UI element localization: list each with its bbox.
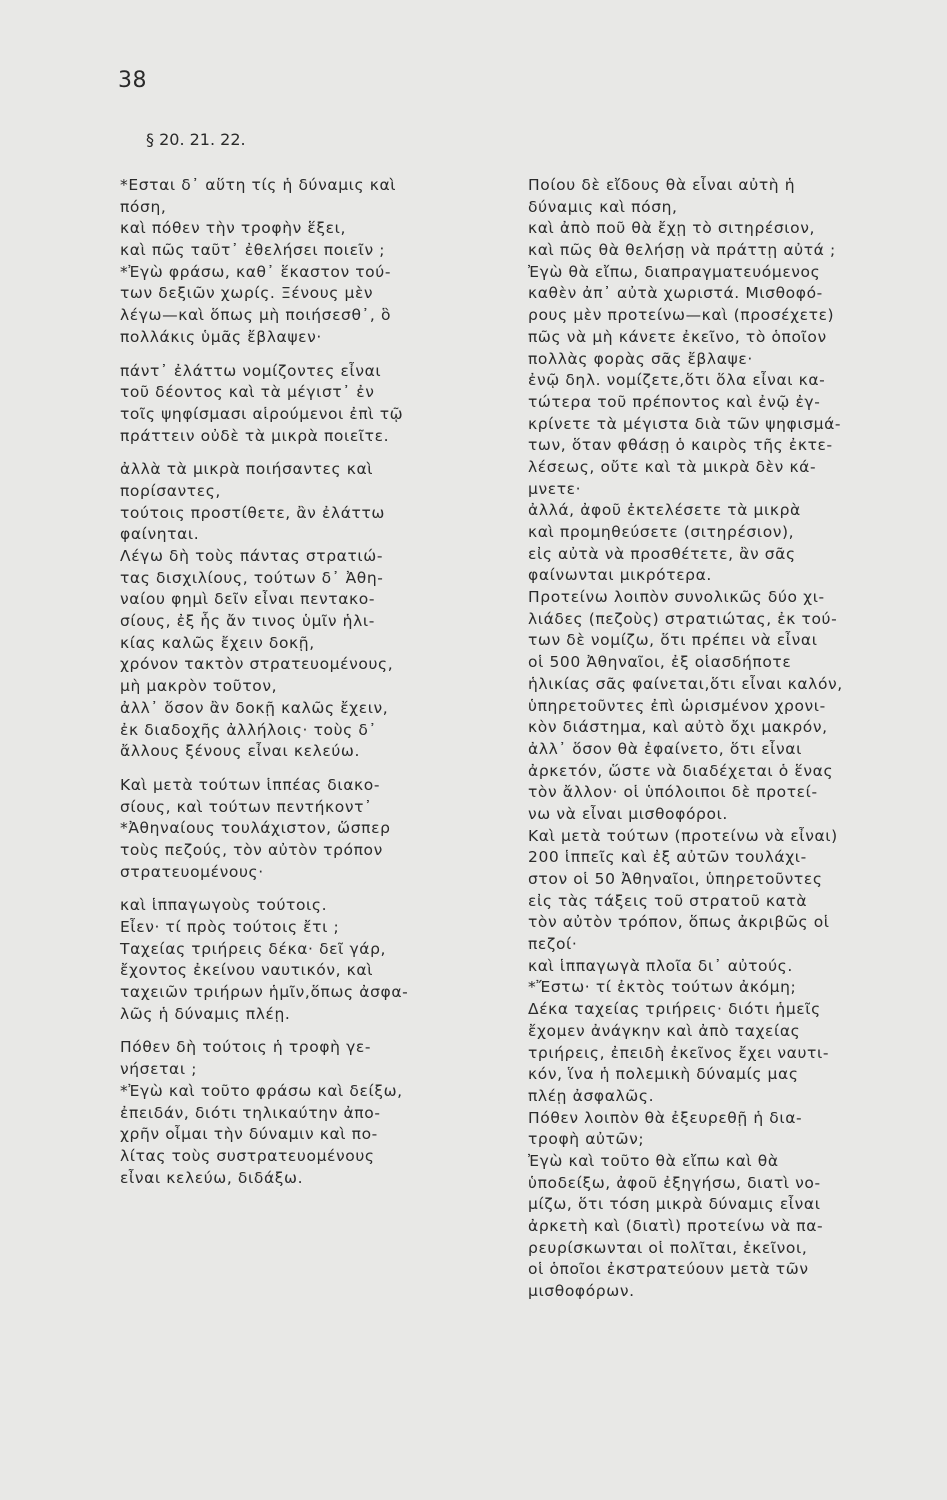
translation-line: ἐνῷ δηλ. νομίζετε,ὅτι ὅλα εἶναι κα- bbox=[528, 371, 826, 390]
translation-line: δύναμις καὶ πόση, bbox=[528, 197, 678, 216]
greek-text-line: *Ἀθηναίους τουλάχιστον, ὥσπερ bbox=[120, 819, 391, 838]
greek-text-column bbox=[120, 175, 490, 1201]
translation-line: ὑποδείξω, ἀφοῦ ἐξηγήσω, διατὶ νο- bbox=[528, 1173, 821, 1192]
translation-paragraph bbox=[528, 175, 936, 1303]
translation-line: τὸν αὐτὸν τρόπον, ὅπως ἀκριβῶς οἱ bbox=[528, 913, 830, 932]
translation-line: εἰς τὰς τάξεις τοῦ στρατοῦ κατὰ bbox=[528, 891, 808, 910]
greek-text-line: πάντ᾽ ἐλάττω νομίζοντες εἶναι bbox=[120, 361, 382, 380]
translation-line: των, ὅταν φθάσῃ ὁ καιρὸς τῆς ἐκτε- bbox=[528, 436, 833, 455]
translation-line: κὸν διάστημα, καὶ αὐτὸ ὄχι μακρόν, bbox=[528, 718, 828, 737]
translation-line: *Ἔστω· τί ἐκτὸς τούτων ἀκόμη; bbox=[528, 978, 797, 997]
translation-line: Καὶ μετὰ τούτων (προτείνω νὰ εἶναι) bbox=[528, 826, 838, 845]
translation-line: τριήρεις, ἐπειδὴ ἐκεῖνος ἔχει ναυτι- bbox=[528, 1043, 830, 1062]
translation-line: ἀλλ᾽ ὅσον θὰ ἐφαίνετο, ὅτι εἶναι bbox=[528, 739, 802, 758]
translation-line: καθὲν ἀπ᾽ αὐτὰ χωριστά. Μισθοφό- bbox=[528, 284, 823, 303]
translation-line: καὶ ἀπὸ ποῦ θὰ ἔχῃ τὸ σιτηρέσιον, bbox=[528, 219, 816, 238]
greek-text-line: *Ἐγὼ φράσω, καθ᾽ ἕκαστον τού- bbox=[120, 262, 392, 281]
section-reference: § 20. 21. 22. bbox=[146, 130, 246, 149]
greek-text-line: τοὺς πεζούς, τὸν αὐτὸν τρόπον bbox=[120, 840, 383, 859]
translation-line: Δέκα ταχείας τριήρεις· διότι ἡμεῖς bbox=[528, 1000, 821, 1019]
greek-text-line: Καὶ μετὰ τούτων ἱππέας διακο- bbox=[120, 775, 381, 794]
greek-text-line: ἀλλὰ τὰ μικρὰ ποιήσαντες καὶ bbox=[120, 460, 374, 479]
greek-text-line: πορίσαντες, bbox=[120, 481, 221, 500]
translation-line: Ποίου δὲ εἴδους θὰ εἶναι αὐτὴ ἡ bbox=[528, 176, 796, 194]
translation-line: πλέῃ ἀσφαλῶς. bbox=[528, 1086, 655, 1105]
translation-line: ρους μὲν προτείνω—καὶ (προσέχετε) bbox=[528, 306, 835, 325]
greek-text-line: ναίου φημὶ δεῖν εἶναι πεντακο- bbox=[120, 590, 376, 609]
greek-text-line: τας δισχιλίους, τούτων δ᾽ Ἀθη- bbox=[120, 568, 384, 587]
greek-text-line: καὶ πῶς ταῦτ᾽ ἐθελήσει ποιεῖν ; bbox=[120, 241, 386, 260]
translation-line: τροφὴ αὐτῶν; bbox=[528, 1130, 645, 1149]
translation-line: εἰς αὐτὰ νὰ προσθέτετε, ἂν σᾶς bbox=[528, 544, 796, 563]
translation-line: ὑπηρετοῦντες ἐπὶ ὡρισμένον χρονι- bbox=[528, 696, 826, 715]
greek-text-paragraph bbox=[120, 775, 490, 883]
greek-text-line: Λέγω δὴ τοὺς πάντας στρατιώ- bbox=[120, 547, 384, 565]
greek-text-line: ἄλλους ξένους εἶναι κελεύω. bbox=[120, 742, 361, 761]
translation-line: τώτερα τοῦ πρέποντος καὶ ἐνῷ ἐγ- bbox=[528, 392, 821, 411]
greek-text-line: χρόνον τακτὸν στρατευομένους, bbox=[120, 655, 394, 674]
translation-line: καὶ προμηθεύσετε (σιτηρέσιον), bbox=[528, 523, 795, 541]
greek-text-line: καὶ πόθεν τὴν τροφὴν ἕξει, bbox=[120, 219, 346, 238]
translation-line: κόν, ἵνα ἡ πολεμικὴ δύναμίς μας bbox=[528, 1065, 799, 1084]
greek-text-line: μὴ μακρὸν τοῦτον, bbox=[120, 677, 278, 696]
greek-text-line: χρῆν οἶμαι τὴν δύναμιν καὶ πο- bbox=[120, 1125, 378, 1144]
translation-line: στον οἱ 50 Ἀθηναῖοι, ὑπηρετοῦντες bbox=[528, 870, 823, 888]
greek-text-paragraph bbox=[120, 361, 490, 448]
greek-text-line: κίας καλῶς ἔχειν δοκῇ, bbox=[120, 633, 315, 652]
translation-line: μίζω, ὅτι τόση μικρὰ δύναμις εἶναι bbox=[528, 1195, 821, 1214]
translation-line: καὶ πῶς θὰ θελήσῃ νὰ πράττῃ αὐτά ; bbox=[528, 241, 836, 260]
translation-line: Πόθεν λοιπὸν θὰ ἐξευρεθῇ ἡ δια- bbox=[528, 1108, 803, 1127]
greek-text-line: λῶς ἡ δύναμις πλέῃ. bbox=[120, 1004, 291, 1023]
greek-text-line: τοῦ δέοντος καὶ τὰ μέγιστ᾽ ἐν bbox=[120, 383, 375, 402]
greek-text-line: τούτοις προστίθετε, ἂν ἐλάττω bbox=[120, 503, 385, 522]
translation-line: ἀλλά, ἀφοῦ ἐκτελέσετε τὰ μικρὰ bbox=[528, 501, 801, 520]
translation-line: μισθοφόρων. bbox=[528, 1282, 635, 1301]
translation-line: ἀρκετόν, ὥστε νὰ διαδέχεται ὁ ἕνας bbox=[528, 761, 834, 780]
greek-text-line: λίτας τοὺς συστρατευομένους bbox=[120, 1146, 375, 1165]
greek-text-line: ταχειῶν τριήρων ἡμῖν,ὅπως ἀσφα- bbox=[120, 983, 409, 1002]
translation-line: νω νὰ εἶναι μισθοφόροι. bbox=[528, 804, 728, 823]
greek-text-line: πόση, bbox=[120, 197, 167, 216]
translation-line: των δὲ νομίζω, ὅτι πρέπει νὰ εἶναι bbox=[528, 631, 818, 650]
translation-line: πῶς νὰ μὴ κάνετε ἐκεῖνο, τὸ ὁποῖον bbox=[528, 327, 827, 346]
greek-text-line: νήσεται ; bbox=[120, 1060, 198, 1079]
greek-text-line: ἐπειδάν, διότι τηλικαύτην ἀπο- bbox=[120, 1103, 381, 1122]
translation-line: ἡλικίας σᾶς φαίνεται,ὅτι εἶναι καλόν, bbox=[528, 674, 843, 693]
greek-text-line: φαίνηται. bbox=[120, 525, 200, 544]
greek-text-line: σίους, καὶ τούτων πεντήκοντ᾽ bbox=[120, 797, 373, 816]
greek-text-paragraph bbox=[120, 895, 490, 1025]
translation-line: λέσεως, οὔτε καὶ τὰ μικρὰ δὲν κά- bbox=[528, 457, 817, 476]
greek-text-paragraph bbox=[120, 175, 490, 349]
page-number: 38 bbox=[118, 68, 147, 93]
greek-text-line: εἶναι κελεύω, διδάξω. bbox=[120, 1168, 304, 1187]
greek-text-paragraph bbox=[120, 459, 490, 763]
translation-line: ἔχομεν ἀνάγκην καὶ ἀπὸ ταχείας bbox=[528, 1021, 801, 1040]
greek-text-line: Ταχείας τριήρεις δέκα· δεῖ γάρ, bbox=[120, 939, 387, 958]
greek-text-line: λέγω—καὶ ὅπως μὴ ποιήσεσθ᾽, ὃ bbox=[120, 306, 392, 325]
translation-column bbox=[528, 175, 936, 1303]
greek-text-line: καὶ ἱππαγωγοὺς τούτοις. bbox=[120, 896, 328, 915]
greek-text-line: ἔχοντος ἐκείνου ναυτικόν, καὶ bbox=[120, 961, 374, 980]
translation-line: φαίνωνται μικρότερα. bbox=[528, 566, 712, 585]
greek-text-line: Εἶεν· τί πρὸς τούτοις ἔτι ; bbox=[120, 918, 340, 936]
translation-line: κρίνετε τὰ μέγιστα διὰ τῶν ψηφισμά- bbox=[528, 414, 842, 433]
translation-line: μνετε· bbox=[528, 479, 582, 498]
translation-line: πεζοί· bbox=[528, 935, 578, 954]
greek-text-line: στρατευομένους· bbox=[120, 862, 264, 881]
greek-text-line: τοῖς ψηφίσμασι αἱρούμενοι ἐπὶ τῷ bbox=[120, 404, 404, 423]
translation-line: καὶ ἱππαγωγὰ πλοῖα δι᾽ αὐτούς. bbox=[528, 956, 793, 975]
greek-text-line: πολλάκις ὑμᾶς ἔβλαψεν· bbox=[120, 327, 322, 346]
translation-line: οἱ 500 Ἀθηναῖοι, ἐξ οἱασδήποτε bbox=[528, 653, 792, 672]
translation-line: οἱ ὁποῖοι ἐκστρατεύουν μετὰ τῶν bbox=[528, 1260, 809, 1279]
greek-text-line: των δεξιῶν χωρίς. Ξένους μὲν bbox=[120, 284, 374, 303]
translation-line: λιάδες (πεζοὺς) στρατιώτας, ἐκ τού- bbox=[528, 609, 838, 628]
translation-line: Προτείνω λοιπὸν συνολικῶς δύο χι- bbox=[528, 588, 825, 607]
greek-text-line: *Ἐγὼ καὶ τοῦτο φράσω καὶ δείξω, bbox=[120, 1081, 403, 1100]
translation-line: 200 ἱππεῖς καὶ ἐξ αὐτῶν τουλάχι- bbox=[528, 848, 807, 867]
translation-line: τὸν ἄλλον· οἱ ὑπόλοιποι δὲ προτεί- bbox=[528, 783, 818, 802]
greek-text-line: πράττειν οὐδὲ τὰ μικρὰ ποιεῖτε. bbox=[120, 426, 390, 445]
translation-line: ἀρκετὴ καὶ (διατὶ) προτείνω νὰ πα- bbox=[528, 1217, 824, 1235]
greek-text-line: ἐκ διαδοχῆς ἀλλήλοις· τοὺς δ᾽ bbox=[120, 720, 377, 739]
greek-text-line: *Εσται δ᾽ αὕτη τίς ἡ δύναμις καὶ bbox=[120, 176, 397, 194]
translation-line: πολλὰς φορὰς σᾶς ἔβλαψε· bbox=[528, 349, 753, 368]
translation-line: ρευρίσκωνται οἱ πολῖται, ἐκεῖνοι, bbox=[528, 1238, 808, 1257]
translation-line: Ἐγὼ καὶ τοῦτο θὰ εἴπω καὶ θὰ bbox=[528, 1151, 779, 1170]
greek-text-line: σίους, ἐξ ἧς ἄν τινος ὑμῖν ἡλι- bbox=[120, 612, 375, 631]
translation-line: Ἐγὼ θὰ εἴπω, διαπραγματευόμενος bbox=[528, 262, 821, 281]
greek-text-line: Πόθεν δὴ τούτοις ἡ τροφὴ γε- bbox=[120, 1038, 372, 1057]
greek-text-line: ἀλλ᾽ ὅσον ἂν δοκῇ καλῶς ἔχειν, bbox=[120, 698, 389, 717]
greek-text-paragraph bbox=[120, 1037, 490, 1189]
